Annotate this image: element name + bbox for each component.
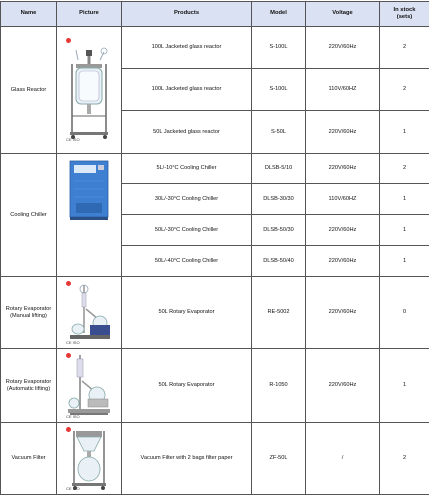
rotary-evaporator-manual-icon bbox=[64, 279, 114, 347]
voltage-cell: 220V/60Hz bbox=[306, 154, 380, 184]
model-cell: DLSB-50/30 bbox=[252, 215, 306, 246]
model-cell: DLSB-30/30 bbox=[252, 184, 306, 215]
header-products: Products bbox=[122, 2, 252, 27]
product-cell: 50L Rotary Evaporator bbox=[122, 277, 252, 349]
picture-cooling-chiller bbox=[57, 154, 122, 277]
model-cell: RE-5002 bbox=[252, 277, 306, 349]
stock-cell: 0 bbox=[380, 277, 429, 349]
group-name-cooling-chiller: Cooling Chiller bbox=[1, 154, 57, 277]
group-name-glass-reactor: Glass Reactor bbox=[1, 27, 57, 154]
group-name-rotary-evaporator-automatic: Rotary Evaporator (Automatic lifting) bbox=[1, 349, 57, 423]
product-cell: 50L/-40°C Cooling Chiller bbox=[122, 246, 252, 277]
model-cell: DLSB-5/10 bbox=[252, 154, 306, 184]
header-voltage: Voltage bbox=[306, 2, 380, 27]
stock-cell: 1 bbox=[380, 349, 429, 423]
cooling-chiller-icon bbox=[64, 157, 114, 273]
product-cell: 50L Rotary Evaporator bbox=[122, 349, 252, 423]
stock-cell: 2 bbox=[380, 69, 429, 111]
model-cell: S-50L bbox=[252, 111, 306, 154]
header-model: Model bbox=[252, 2, 306, 27]
voltage-cell: / bbox=[306, 423, 380, 495]
stock-cell: 1 bbox=[380, 184, 429, 215]
product-cell: 30L/-30°C Cooling Chiller bbox=[122, 184, 252, 215]
brand-logo-icon bbox=[66, 281, 71, 286]
header-picture: Picture bbox=[57, 2, 122, 27]
product-cell: 100L Jacketed glass reactor bbox=[122, 69, 252, 111]
inventory-table bbox=[0, 1, 429, 495]
product-cell: 50L Jacketed glass reactor bbox=[122, 111, 252, 154]
stock-cell: 2 bbox=[380, 423, 429, 495]
stock-cell: 1 bbox=[380, 246, 429, 277]
product-cell: 5L/-10°C Cooling Chiller bbox=[122, 154, 252, 184]
picture-rotary-evaporator-automatic bbox=[57, 349, 122, 423]
ce-mark: CE ISO bbox=[66, 414, 80, 419]
ce-mark: CE ISO bbox=[66, 137, 80, 142]
stock-cell: 1 bbox=[380, 215, 429, 246]
voltage-cell: 220V/60Hz bbox=[306, 215, 380, 246]
ce-mark: CE ISO bbox=[66, 340, 80, 345]
model-cell: S-100L bbox=[252, 27, 306, 69]
picture-glass-reactor bbox=[57, 27, 122, 154]
voltage-cell: 220V/60Hz bbox=[306, 27, 380, 69]
brand-logo-icon bbox=[66, 38, 71, 43]
model-cell: S-100L bbox=[252, 69, 306, 111]
table-row bbox=[1, 423, 429, 495]
header-in-stock: In stock (sets) bbox=[380, 2, 429, 27]
table-row bbox=[1, 27, 429, 69]
stock-cell: 1 bbox=[380, 111, 429, 154]
group-name-vacuum-filter: Vacuum Filter bbox=[1, 423, 57, 495]
product-cell: Vacuum Filter with 2 bags filter paper bbox=[122, 423, 252, 495]
voltage-cell: 220V/60Hz bbox=[306, 349, 380, 423]
voltage-cell: 110V/60HZ bbox=[306, 184, 380, 215]
model-cell: R-1050 bbox=[252, 349, 306, 423]
table-row bbox=[1, 277, 429, 349]
picture-vacuum-filter bbox=[57, 423, 122, 495]
brand-logo-icon bbox=[66, 353, 71, 358]
product-cell: 50L/-30°C Cooling Chiller bbox=[122, 215, 252, 246]
jacketed-glass-reactor-icon bbox=[64, 36, 114, 144]
model-cell: DLSB-50/40 bbox=[252, 246, 306, 277]
picture-rotary-evaporator-manual bbox=[57, 277, 122, 349]
voltage-cell: 220V/60Hz bbox=[306, 246, 380, 277]
table-row bbox=[1, 349, 429, 423]
vacuum-filter-icon bbox=[64, 425, 114, 493]
stock-cell: 2 bbox=[380, 154, 429, 184]
stock-cell: 2 bbox=[380, 27, 429, 69]
table-row bbox=[1, 154, 429, 184]
voltage-cell: 220V/60Hz bbox=[306, 111, 380, 154]
voltage-cell: 220V/60Hz bbox=[306, 277, 380, 349]
rotary-evaporator-automatic-icon bbox=[64, 351, 114, 421]
ce-mark: CE ISO bbox=[66, 486, 80, 491]
header-name: Name bbox=[1, 2, 57, 27]
model-cell: ZF-50L bbox=[252, 423, 306, 495]
product-cell: 100L Jacketed glass reactor bbox=[122, 27, 252, 69]
voltage-cell: 110V/60HZ bbox=[306, 69, 380, 111]
group-name-rotary-evaporator-manual: Rotary Evaporator (Manual lifting) bbox=[1, 277, 57, 349]
brand-logo-icon bbox=[66, 427, 71, 432]
header-row bbox=[1, 2, 429, 27]
